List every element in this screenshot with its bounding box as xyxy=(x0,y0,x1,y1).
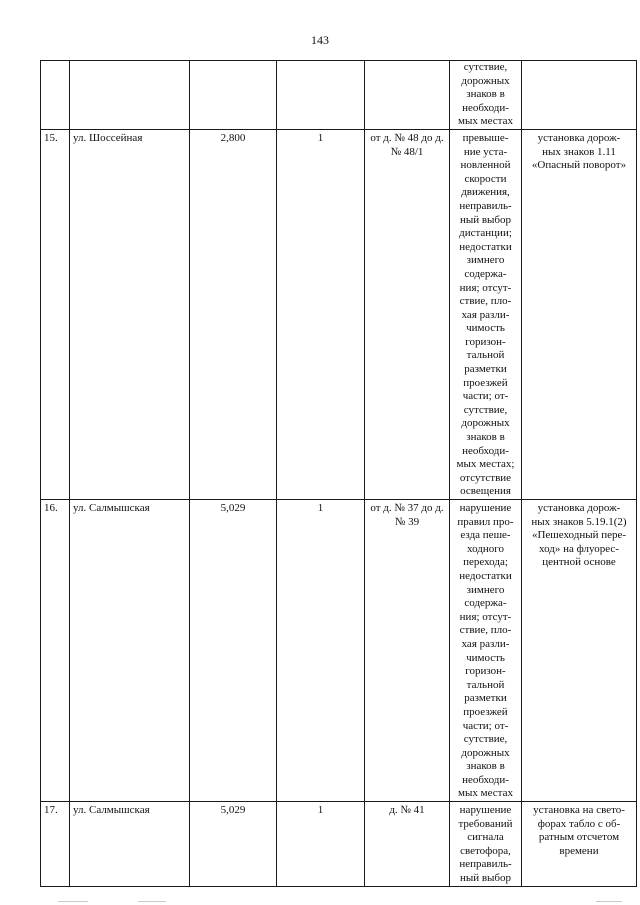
cell-measures: установка дорож- ных знаков 5.19.1(2) «Пешеходный пере- ход» на флуорес- центной основе xyxy=(522,500,637,802)
cell-length: 5,029 xyxy=(190,500,277,802)
cell-street xyxy=(70,61,190,130)
cell-number xyxy=(41,61,70,130)
cell-measures xyxy=(522,61,637,130)
table-row-15 xyxy=(41,129,637,499)
cell-count xyxy=(277,61,365,130)
cell-violations: сутствие, дорожных знаков в необходи- мых местах xyxy=(450,61,522,130)
scan-mark xyxy=(138,901,166,902)
cell-length: 5,029 xyxy=(190,802,277,887)
road-section-table xyxy=(40,60,637,887)
cell-violations: превыше- ние уста- новленной скорости движения, неправиль- ный выбор дистанции; недостатки зимнего содержа- ния; отсут- ствие, пло- хая разли- чимость горизон- тальной разметки проезжей части; от- сутствие, дорожных знаков в необходи- мых местах; отсутствие освещения xyxy=(450,129,522,499)
cell-measures: установка на свето- форах табло с об- ратным отсчетом времени xyxy=(522,802,637,887)
scan-mark xyxy=(58,901,88,902)
cell-street: ул. Шоссейная xyxy=(70,129,190,499)
cell-street: ул. Салмышская xyxy=(70,500,190,802)
cell-section xyxy=(365,61,450,130)
cell-measures: установка дорож- ных знаков 1.11 «Опасный поворот» xyxy=(522,129,637,499)
cell-number: 17. xyxy=(41,802,70,887)
table-row-17 xyxy=(41,802,637,887)
cell-length xyxy=(190,61,277,130)
page-number: 143 xyxy=(311,33,329,47)
cell-number: 15. xyxy=(41,129,70,499)
cell-count: 1 xyxy=(277,802,365,887)
cell-violations: нарушение требований сигнала светофора, неправиль- ный выбор xyxy=(450,802,522,887)
cell-count: 1 xyxy=(277,500,365,802)
cell-section: от д. № 48 до д. № 48/1 xyxy=(365,129,450,499)
cell-section: от д. № 37 до д. № 39 xyxy=(365,500,450,802)
scan-artifacts xyxy=(0,900,640,905)
cell-violations: нарушение правил про- езда пеше- ходного перехода; недостатки зимнего содержа- ния; отсут- ствие, пло- хая разли- чимость горизон- тальной разметки проезжей части; от- сутствие, дорожных знаков в необходи- мых местах xyxy=(450,500,522,802)
scan-mark xyxy=(596,901,622,902)
cell-length: 2,800 xyxy=(190,129,277,499)
cell-count: 1 xyxy=(277,129,365,499)
cell-number: 16. xyxy=(41,500,70,802)
table-row-continuation xyxy=(41,61,637,130)
table-row-16 xyxy=(41,500,637,802)
cell-street: ул. Салмышская xyxy=(70,802,190,887)
cell-section: д. № 41 xyxy=(365,802,450,887)
